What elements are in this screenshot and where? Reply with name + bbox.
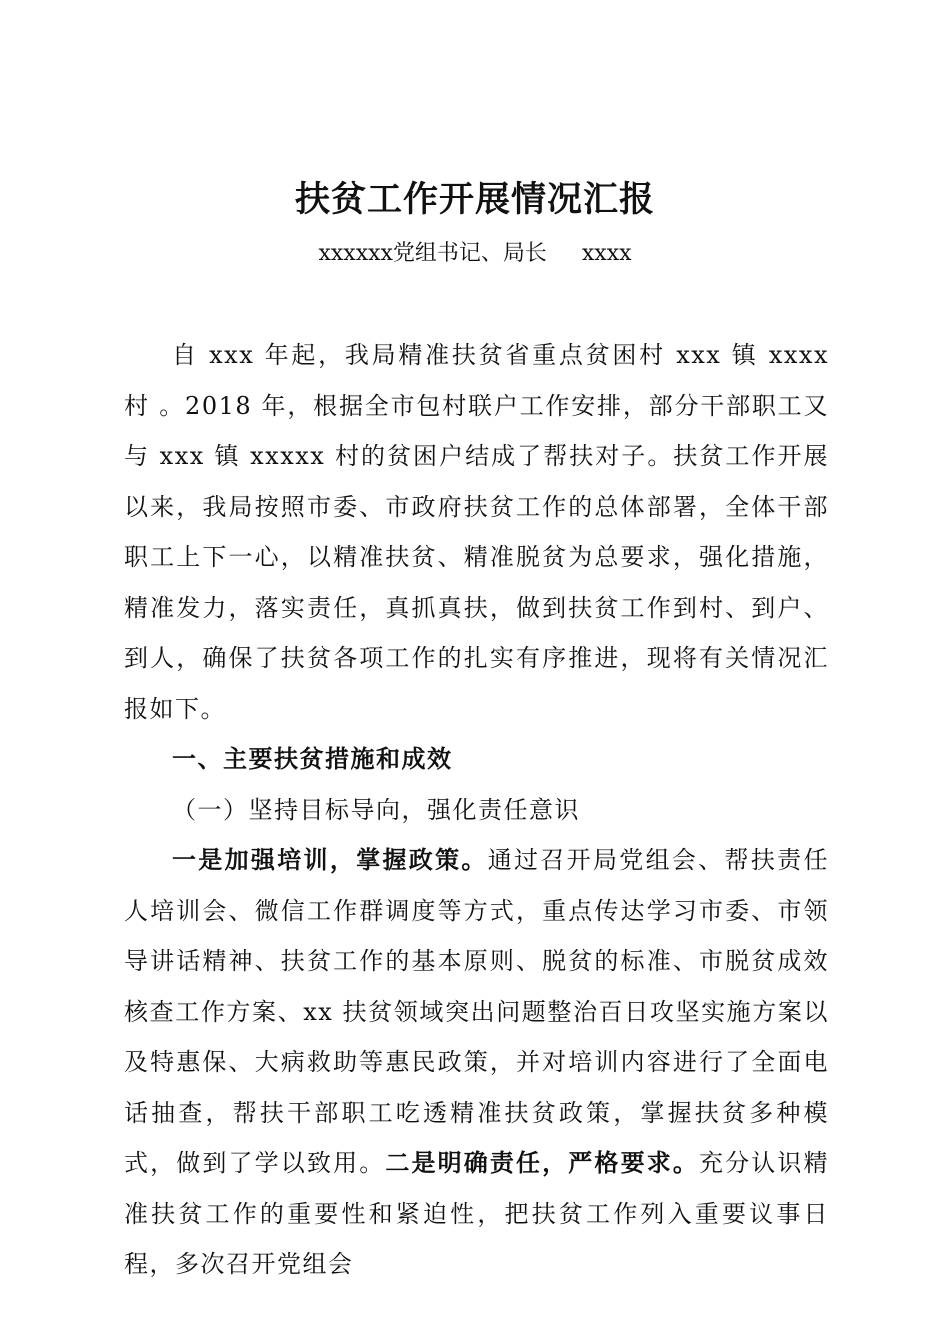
measures-paragraph — [124, 835, 829, 1290]
subsection-heading: （一）坚持目标导向，强化责任意识 — [172, 795, 580, 824]
point-1-lead: 一是加强培训，掌握政策。 — [172, 845, 488, 874]
document-title: 扶贫工作开展情况汇报 — [294, 179, 655, 220]
document-body — [124, 330, 829, 1290]
intro-paragraph: 自 xxx 年起，我局精准扶贫省重点贫困村 xxx 镇 xxxx 村 。2018 年，根据全市包村联户工作安排，部分干部职工又与 xxx 镇 xxxxx 村的贫困户结成了帮扶对子。扶贫工作开展以来，我局按照市委、市政府扶贫工作的总体部署，全体干部职工上下一心，以精准扶贫、精准脱贫为总要求，强化措施，精准发力，落实责任，真抓真扶，做到扶贫工作到村、到户、到人，确保了扶贫各项工作的扎实有序推进，现将有关情况汇报如下。 — [124, 341, 829, 723]
document-byline: xxxxxx党组书记、局长 xxxx — [318, 241, 632, 266]
point-2-lead: 二是明确责任，严格要求。 — [385, 1148, 699, 1177]
section-heading: 一、主要扶贫措施和成效 — [172, 744, 453, 773]
point-1-text: 通过召开局党组会、帮扶责任人培训会、微信工作群调度等方式，重点传达学习市委、市领导讲话精神、扶贫工作的基本原则、脱贫的标准、市脱贫成效核查工作方案、xx 扶贫领域突出问题整治百日攻坚实施方案以及特惠保、大病救助等惠民政策，并对培训内容进行了全面电话抽查，帮扶干部职工吃透精准扶贫政策，掌握扶贫多种模式，做到了学以致用。 — [124, 846, 829, 1177]
point-2-text: 充分认识精准扶贫工作的重要性和紧迫性，把扶贫工作列入重要议事日程，多次召开党组会 — [124, 1149, 830, 1278]
